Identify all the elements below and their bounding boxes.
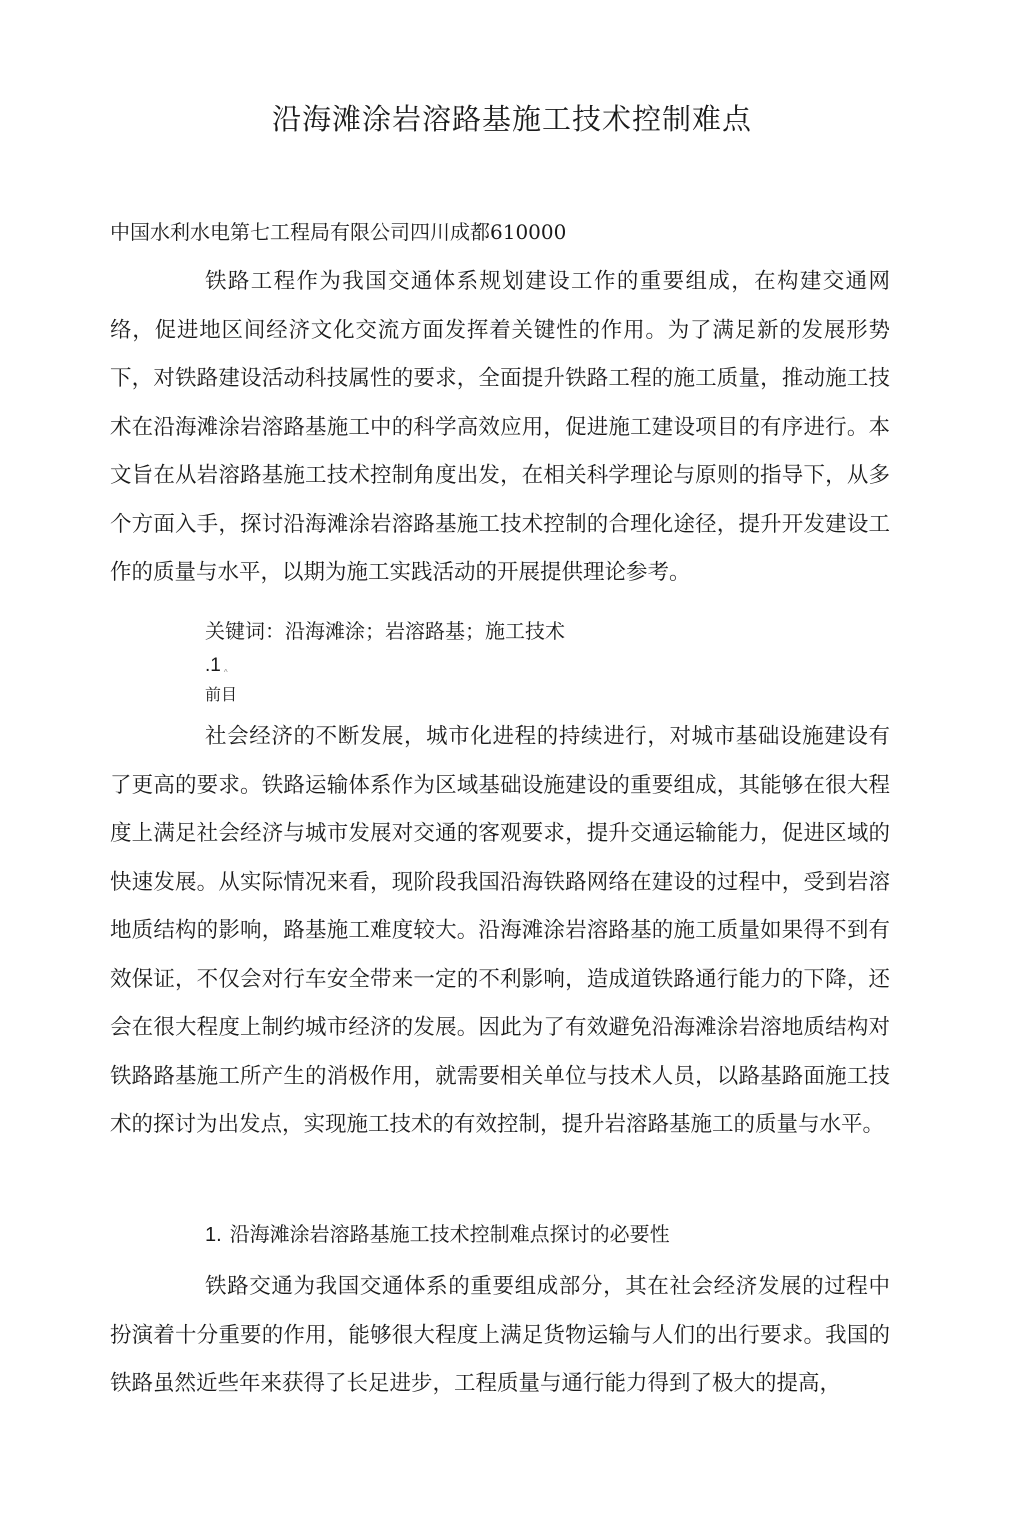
abstract-paragraph: 铁路工程作为我国交通体系规划建设工作的重要组成，在构建交通网络，促进地区间经济文化交流方面发挥着关键性的作用。为了满足新的发展形势下，对铁路建设活动科技属性的要求，全面提升铁路工程的施工质量，推动施工技术在沿海滩涂岩溶路基施工中的科学高效应用，促进施工建设项目的有序进行。本文旨在从岩溶路基施工技术控制角度出发，在相关科学理论与原则的指导下，从多个方面入手，探讨沿海滩涂岩溶路基施工技术控制的合理化途径，提升开发建设工作的质量与水平，以期为施工实践活动的开展提供理论参考。 (110, 269, 890, 585)
document-title: 沿海滩涂岩溶路基施工技术控制难点 (271, 102, 752, 136)
heading-1 (205, 1218, 670, 1247)
intro-paragraph: 社会经济的不断发展，城市化进程的持续进行，对城市基础设施建设有了更高的要求。铁路运输体系作为区域基础设施建设的重要组成，其能够在很大程度上满足社会经济与城市发展对交通的客观要求，提升交通运输能力，促进区域的快速发展。从实际情况来看，现阶段我国沿海铁路网络在建设的过程中，受到岩溶地质结构的影响，路基施工难度较大。沿海滩涂岩溶路基的施工质量如果得不到有效保证，不仅会对行车安全带来一定的不利影响，造成道铁路通行能力的下降，还会在很大程度上制约城市经济的发展。因此为了有效避免沿海滩涂岩溶地质结构对铁路路基施工所产生的消极作用，就需要相关单位与技术人员，以路基路面施工技术的探讨为出发点，实现施工技术的有效控制，提升岩溶路基施工的质量与水平。 (110, 724, 890, 1137)
keywords-line: 关键词：沿海滩涂；岩溶路基；施工技术 (205, 619, 565, 643)
section-number-mark: ^ (223, 668, 228, 677)
section-number (205, 655, 228, 677)
heading-1-text: 沿海滩涂岩溶路基施工技术控制难点探讨的必要性 (229, 1222, 670, 1246)
section-title: 前目 (205, 685, 238, 704)
body-paragraph-1: 铁路交通为我国交通体系的重要组成部分，其在社会经济发展的过程中扮演着十分重要的作用，能够很大程度上满足货物运输与人们的出行要求。我国的铁路虽然近些年来获得了长足进步，工程质量与通行能力得到了极大的提高， (110, 1274, 890, 1396)
heading-1-number: 1. (205, 1224, 222, 1246)
author-affiliation: 中国水利水电第七工程局有限公司四川成都610000 (110, 220, 567, 244)
section-number-text: .1 (205, 655, 221, 676)
